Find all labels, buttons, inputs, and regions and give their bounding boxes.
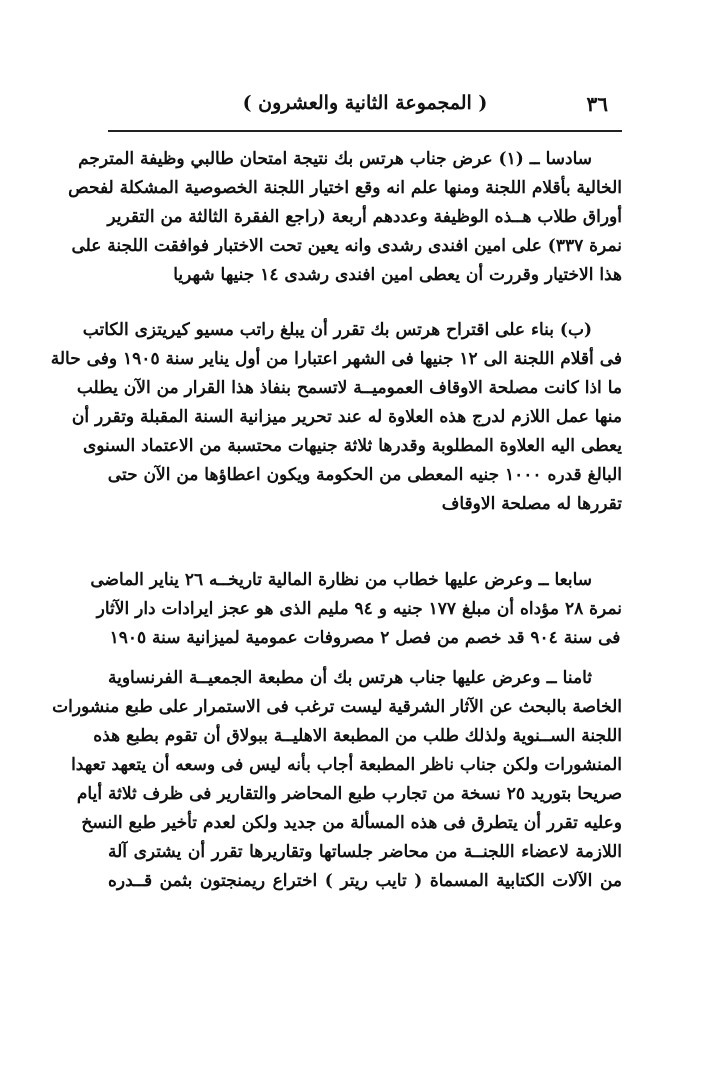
text-line: يعطى اليه العلاوة المطلوبة وقدرها ثلاثة جنيهات محتسبة من الاعتماد السنوى: [82, 436, 622, 456]
text-line: من الآلات الكتابية المسماة ( تايب ريتر ) اختراع ريمنجتون بثمن قــدره: [108, 871, 622, 891]
text-line: فى أقلام اللجنة الى ١٢ جنيها فى الشهر اعتبارا من أول يناير سنة ١٩٠٥ وفى حالة: [50, 349, 622, 369]
text-line: نمرة ٢٨ مؤداه أن مبلغ ١٧٧ جنيه و ٩٤ مليم الذى هو عجز ايرادات دار الآثار: [96, 599, 622, 619]
text-line: اللازمة لاعضاء اللجنــة من محاضر جلساتها وتقاريرها تقرر أن يشترى آلة: [108, 842, 622, 862]
text-line: الخالية بأقلام اللجنة ومنها علم انه وقع اختيار اللجنة الخصوصية المشكلة لفحص: [68, 178, 622, 198]
text-line: سادسا ــ (١) عرض جناب هرتس بك نتيجة امتحان طالبي وظيفة المترجم: [78, 149, 592, 169]
page-header: [108, 92, 622, 122]
running-title: ( المجموعة الثانية والعشرون ): [242, 92, 488, 114]
text-line: فى سنة ٩٠٤ قد خصم من فصل ٢ مصروفات عمومية لميزانية سنة ١٩٠٥: [109, 628, 621, 648]
page-number: ٣٦: [586, 92, 608, 116]
text-line: سابعا ــ وعرض عليها خطاب من نظارة المالية تاريخــه ٢٦ يناير الماضى: [90, 570, 592, 590]
paragraph-seventh: [90, 566, 622, 653]
paragraph-eighth: [52, 664, 622, 896]
text-line: صريحا بتوريد ٢٥ نسخة من تجارب طبع المحاضر والتقارير فى ظرف ثلاثة أيام: [76, 784, 622, 804]
text-line: هذا الاختيار وقررت أن يعطى امين افندى رشدى ١٤ جنيها شهريا: [173, 265, 622, 285]
paragraph-b: [50, 316, 622, 519]
text-line: منها عمل اللازم لدرج هذه العلاوة له عند تحرير ميزانية السنة المقبلة وتقرر أن: [71, 407, 622, 427]
text-line: أوراق طلاب هــذه الوظيفة وعددهم أربعة (راجع الفقرة الثالثة من التقرير: [107, 207, 622, 227]
paragraph-sixth: [68, 145, 622, 290]
text-line: نمرة ٣٣٧) على امين افندى رشدى وانه يعين تحت الاختبار فوافقت اللجنة على: [71, 236, 622, 256]
text-line: المنشورات ولكن جناب ناظر المطبعة أجاب بأنه ليس فى وسعه أن يتعهد تعهدا: [71, 755, 622, 775]
text-line: وعليه تقرر أن يتطرق فى هذه المسألة من جديد ولكن لعدم تأخير طبع النسخ: [81, 813, 622, 833]
text-line: الخاصة بالبحث عن الآثار الشرقية ليست ترغب فى الاستمرار على طبع منشورات: [52, 697, 622, 717]
text-line: تقررها له مصلحة الاوقاف: [441, 494, 622, 514]
text-line: ما اذا كانت مصلحة الاوقاف العموميــة لاتسمح بنفاذ هذا القرار من الآن يطلب: [76, 378, 622, 398]
text-line: البالغ قدره ١٠٠٠ جنيه المعطى من الحكومة ويكون اعطاؤها من الآن حتى: [107, 465, 622, 485]
text-line: اللجنة الســنوية ولذلك طلب من المطبعة الاهليــة ببولاق أن تقوم بطبع هذه: [93, 726, 622, 746]
text-line: (ب) بناء على اقتراح هرتس بك تقرر أن يبلغ راتب مسيو كيريتزى الكاتب: [82, 320, 592, 340]
text-line: ثامنا ــ وعرض عليها جناب هرتس بك أن مطبعة الجمعيــة الفرنساوية: [108, 668, 592, 688]
header-rule: [108, 130, 622, 132]
